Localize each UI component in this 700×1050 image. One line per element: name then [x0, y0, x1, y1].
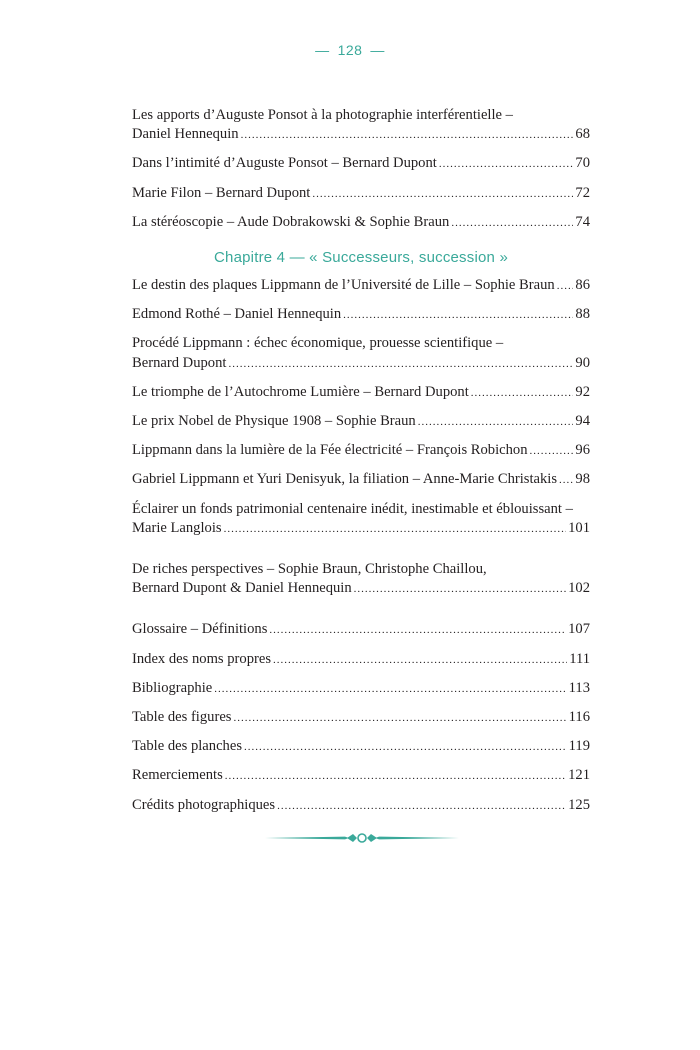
- toc-entry-row: [132, 620, 590, 640]
- toc-entry-title: Marie Filon – Bernard Dupont: [132, 184, 311, 201]
- toc-entry: [132, 766, 590, 786]
- toc-entry: [132, 213, 590, 233]
- toc-page-number: 90: [575, 354, 590, 371]
- toc-page-number: 113: [568, 679, 590, 696]
- toc-entry-title: Glossaire – Définitions: [132, 621, 268, 638]
- chapter-heading: Chapitre 4 — « Successeurs, succession »: [214, 249, 508, 267]
- toc-entry: [132, 184, 590, 204]
- toc-entry: [132, 383, 590, 403]
- toc-page-number: 107: [568, 621, 590, 638]
- section-gap: [132, 608, 590, 620]
- toc-entry-row: [132, 213, 590, 233]
- toc-page-number: 96: [575, 442, 590, 459]
- toc-entry-first-line: Procédé Lippmann : échec économique, prouesse scientifique –: [132, 335, 504, 352]
- table-of-contents: [132, 106, 590, 825]
- dot-leader: [233, 709, 566, 728]
- dot-leader: [439, 155, 574, 174]
- toc-page-number: 68: [575, 126, 590, 143]
- toc-entry-row: [132, 470, 590, 490]
- toc-entry-row: [132, 796, 590, 816]
- toc-entry-title: Marie Langlois: [132, 519, 222, 536]
- toc-entry-row: [132, 708, 590, 728]
- toc-entry-title: Bernard Dupont & Daniel Hennequin: [132, 580, 352, 597]
- toc-entry-row: [132, 579, 590, 599]
- toc-page-number: 125: [568, 796, 590, 813]
- toc-entry-row: [132, 766, 590, 786]
- dot-leader: [224, 520, 567, 539]
- toc-page-number: 70: [575, 155, 590, 172]
- folio-dash-right: —: [370, 42, 385, 58]
- dot-leader: [241, 126, 574, 145]
- toc-group-2: [132, 276, 590, 539]
- toc-entry: [132, 154, 590, 174]
- toc-entry-row: [132, 679, 590, 699]
- toc-group-1: [132, 106, 590, 233]
- toc-entry-row: [132, 441, 590, 461]
- dot-leader: [557, 277, 574, 296]
- toc-entry-title: Lippmann dans la lumière de la Fée électricité – François Robichon: [132, 442, 528, 459]
- toc-entry-row: [132, 519, 590, 539]
- toc-page-number: 72: [575, 184, 590, 201]
- toc-entry-title: Gabriel Lippmann et Yuri Denisyuk, la filiation – Anne-Marie Christakis: [132, 471, 558, 488]
- toc-entry-first-line: Éclairer un fonds patrimonial centenaire inédit, inestimable et éblouissant –: [132, 500, 573, 517]
- toc-entry-title: Table des planches: [132, 738, 243, 755]
- toc-page-number: 86: [575, 277, 590, 294]
- page-number: 128: [337, 42, 363, 58]
- toc-page-number: 88: [575, 306, 590, 323]
- toc-entry: [132, 679, 590, 699]
- toc-page-number: 74: [575, 213, 590, 230]
- toc-page-number: 92: [575, 383, 590, 400]
- toc-entry: [132, 708, 590, 728]
- toc-entry-first-line: De riches perspectives – Sophie Braun, Christophe Chaillou,: [132, 561, 487, 578]
- dot-leader: [418, 413, 574, 432]
- toc-entry-row: [132, 276, 590, 296]
- toc-page-number: 102: [568, 580, 590, 597]
- toc-entry-first-line: Les apports d’Auguste Ponsot à la photographie interférentielle –: [132, 107, 513, 123]
- dot-leader: [343, 306, 573, 325]
- toc-entry-title: Crédits photographiques: [132, 796, 276, 813]
- dot-leader: [312, 185, 573, 204]
- dot-leader: [530, 442, 574, 461]
- toc-group-4: [132, 620, 590, 815]
- toc-entry-title: Index des noms propres: [132, 650, 272, 667]
- toc-entry: [132, 620, 590, 640]
- toc-entry-title: La stéréoscopie – Aude Dobrakowski & Sophie Braun: [132, 213, 450, 230]
- toc-entry-title: Le destin des plaques Lippmann de l’Université de Lille – Sophie Braun: [132, 277, 555, 294]
- toc-entry-row: [132, 650, 590, 670]
- toc-entry-row: [132, 125, 590, 145]
- dot-leader: [228, 355, 573, 374]
- toc-entry-title: Daniel Hennequin: [132, 126, 239, 143]
- dot-leader: [273, 651, 567, 670]
- page-folio: [0, 42, 700, 58]
- toc-entry: [132, 276, 590, 296]
- dot-leader: [269, 621, 566, 640]
- toc-page-number: 121: [568, 767, 590, 784]
- toc-entry-row: [132, 184, 590, 204]
- folio-dash-left: —: [315, 42, 330, 58]
- dot-leader: [244, 738, 567, 757]
- toc-page-number: 111: [569, 650, 590, 667]
- toc-entry-title: Edmond Rothé – Daniel Hennequin: [132, 306, 342, 323]
- toc-group-3: [132, 560, 590, 599]
- dot-leader: [277, 797, 566, 816]
- toc-page-number: 119: [568, 738, 590, 755]
- toc-entry-title: Remerciements: [132, 767, 223, 784]
- section-gap: [132, 548, 590, 560]
- toc-entry-title: Dans l’intimité d’Auguste Ponsot – Bernard Dupont: [132, 155, 437, 172]
- toc-entry: [132, 441, 590, 461]
- toc-entry-row: [132, 737, 590, 757]
- toc-page-number: 116: [568, 709, 590, 726]
- toc-entry: [132, 334, 590, 373]
- toc-entry-row: [132, 354, 590, 374]
- toc-entry-title: Le prix Nobel de Physique 1908 – Sophie Braun: [132, 413, 416, 430]
- toc-entry-title: Le triomphe de l’Autochrome Lumière – Bernard Dupont: [132, 383, 469, 400]
- toc-entry-row: [132, 305, 590, 325]
- dot-leader: [214, 680, 566, 699]
- toc-page-number: 94: [575, 413, 590, 430]
- toc-entry: [132, 412, 590, 432]
- toc-page-number: 101: [568, 519, 590, 536]
- dot-leader: [451, 214, 573, 233]
- toc-entry-row: [132, 412, 590, 432]
- toc-entry-row: [132, 383, 590, 403]
- toc-entry: [132, 560, 590, 599]
- dot-leader: [225, 767, 566, 786]
- toc-entry: [132, 305, 590, 325]
- toc-entry-row: [132, 154, 590, 174]
- toc-entry: [132, 796, 590, 816]
- toc-entry: [132, 500, 590, 539]
- toc-entry-title: Bibliographie: [132, 679, 213, 696]
- teal-divider-ornament-icon: [265, 832, 459, 844]
- toc-entry: [132, 650, 590, 670]
- toc-page-number: 98: [575, 471, 590, 488]
- dot-leader: [471, 384, 574, 403]
- toc-entry: [132, 470, 590, 490]
- toc-entry-title: Table des figures: [132, 709, 232, 726]
- dot-leader: [559, 471, 573, 490]
- toc-entry-title: Bernard Dupont: [132, 354, 227, 371]
- dot-leader: [354, 580, 566, 599]
- toc-entry: [132, 737, 590, 757]
- toc-entry: [132, 106, 590, 145]
